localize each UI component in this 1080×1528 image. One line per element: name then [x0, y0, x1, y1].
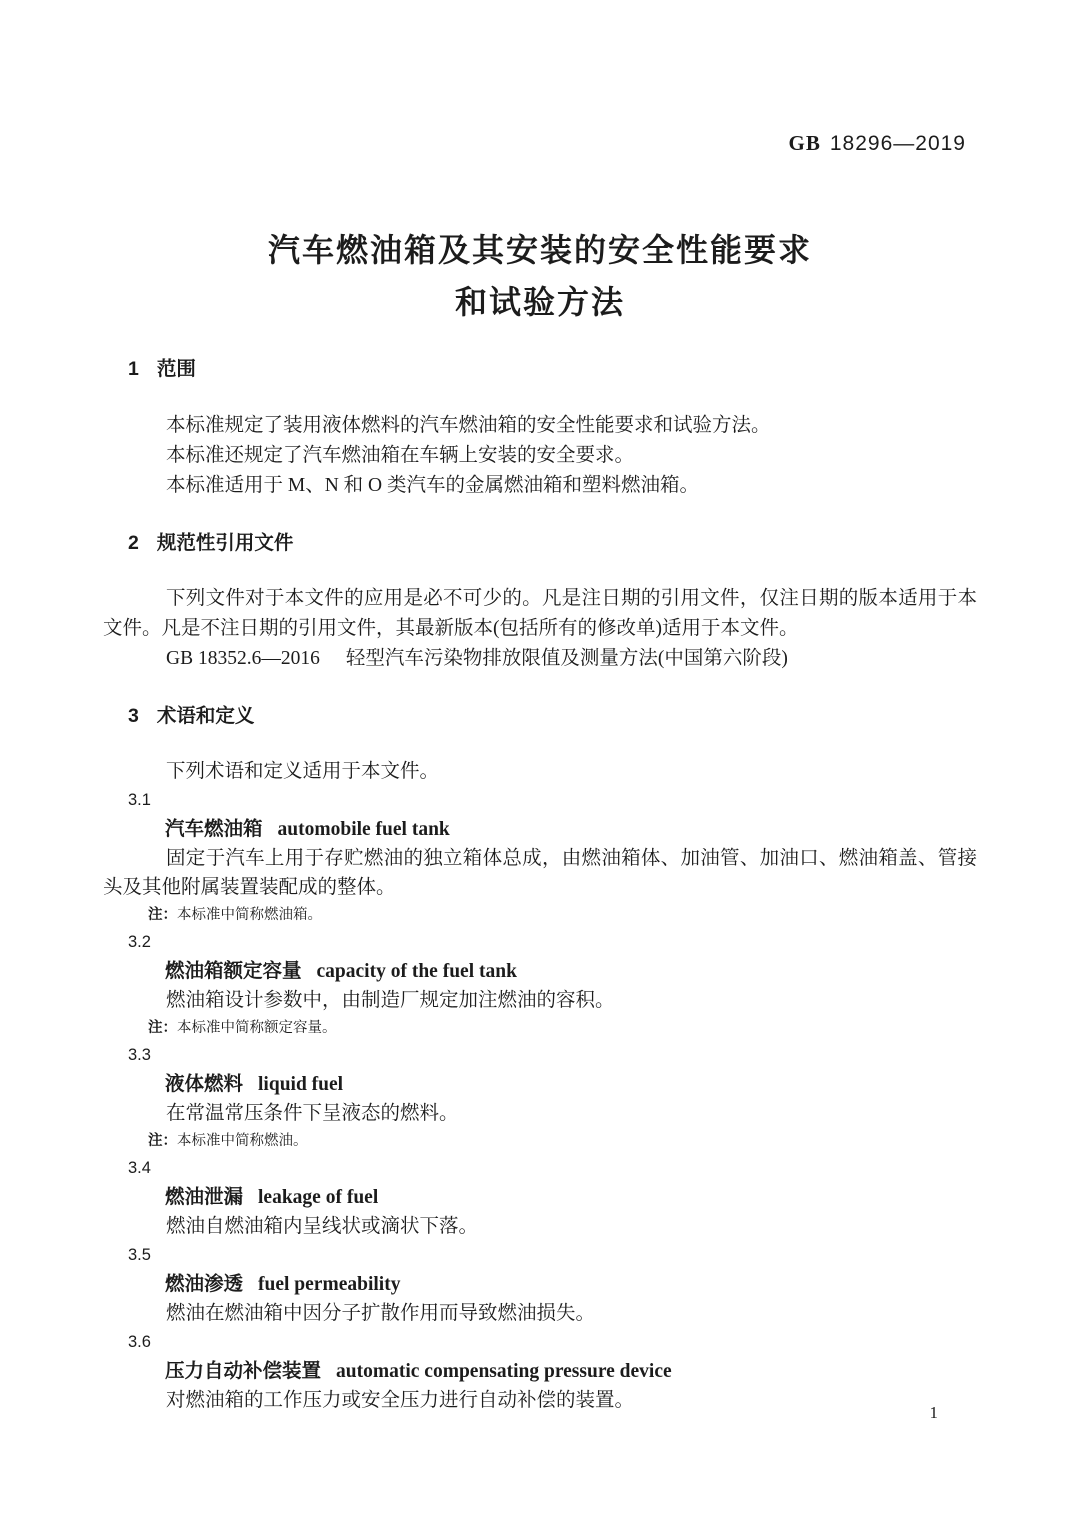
- section-3-title: 术语和定义: [156, 705, 255, 727]
- term-heading: [165, 1183, 977, 1212]
- term-note: [148, 1128, 977, 1154]
- page-number: 1: [929, 1403, 938, 1422]
- term-en: liquid fuel: [258, 1074, 344, 1095]
- term-heading: [165, 1357, 977, 1386]
- term-number: 3.2: [128, 933, 151, 951]
- term-block-3-1: [103, 786, 977, 928]
- term-number: 3.6: [128, 1333, 151, 1351]
- term-heading: [165, 957, 977, 986]
- term-definition: 固定于汽车上用于存贮燃油的独立箱体总成，由燃油箱体、加油管、加油口、燃油箱盖、管接头及其他附属装置装配成的整体。: [103, 848, 977, 898]
- section-1-paragraph: 本标准适用于 M、N 和 O 类汽车的金属燃油箱和塑料燃油箱。: [166, 475, 700, 496]
- note-text: 本标准中简称额定容量。: [177, 1020, 337, 1036]
- term-en: automatic compensating pressure device: [336, 1361, 672, 1382]
- doc-code: [0, 0, 1080, 156]
- term-definition: 燃油箱设计参数中，由制造厂规定加注燃油的容积。: [166, 990, 615, 1011]
- reference-code: GB 18352.6—2016: [166, 648, 320, 669]
- term-definition: 在常温常压条件下呈液态的燃料。: [166, 1103, 459, 1124]
- term-en: automobile fuel tank: [277, 819, 450, 840]
- term-definition: 对燃油箱的工作压力或安全压力进行自动补偿的装置。: [166, 1390, 635, 1411]
- section-1-title: 范围: [156, 358, 196, 380]
- term-zh: 燃油泄漏: [165, 1186, 244, 1208]
- note-label: 注：: [148, 1020, 177, 1036]
- section-2-number: 2: [128, 532, 139, 554]
- section-3-heading: [128, 701, 977, 731]
- section-1-paragraph: 本标准规定了装用液体燃料的汽车燃油箱的安全性能要求和试验方法。: [166, 415, 771, 436]
- doc-title-line-2: 和试验方法: [454, 284, 625, 320]
- term-block-3-6: [103, 1328, 977, 1415]
- note-label: 注：: [148, 907, 177, 923]
- term-block-3-3: [103, 1041, 977, 1154]
- section-1-number: 1: [128, 358, 139, 380]
- note-text: 本标准中简称燃油。: [177, 1133, 308, 1149]
- section-3-intro: 下列术语和定义适用于本文件。: [166, 761, 440, 782]
- doc-code-number: 18296—2019: [829, 132, 966, 155]
- term-definition: 燃油自燃油箱内呈线状或滴状下落。: [166, 1216, 479, 1237]
- term-block-3-5: [103, 1241, 977, 1328]
- term-zh: 汽车燃油箱: [165, 818, 263, 840]
- term-number: 3.4: [128, 1159, 151, 1177]
- term-note: [148, 902, 977, 928]
- term-number: 3.5: [128, 1246, 151, 1264]
- doc-title-line-1: 汽车燃油箱及其安装的安全性能要求: [267, 232, 812, 268]
- term-zh: 燃油渗透: [165, 1273, 244, 1295]
- document-body: [103, 354, 977, 1415]
- term-en: leakage of fuel: [258, 1187, 379, 1208]
- term-note: [148, 1015, 977, 1041]
- doc-title: [0, 224, 1080, 328]
- term-definition: 燃油在燃油箱中因分子扩散作用而导致燃油损失。: [166, 1303, 596, 1324]
- section-2-title: 规范性引用文件: [156, 532, 294, 554]
- term-heading: [165, 1270, 977, 1299]
- term-heading: [165, 815, 977, 844]
- note-text: 本标准中简称燃油箱。: [177, 907, 322, 923]
- normative-reference: [103, 644, 977, 674]
- doc-code-prefix: GB: [788, 131, 821, 155]
- section-1-paragraph: 本标准还规定了汽车燃油箱在车辆上安装的安全要求。: [166, 445, 635, 466]
- section-1-heading: [128, 354, 977, 384]
- term-heading: [165, 1070, 977, 1099]
- note-label: 注：: [148, 1133, 177, 1149]
- section-2-heading: [128, 528, 977, 558]
- term-number: 3.3: [128, 1046, 151, 1064]
- term-en: capacity of the fuel tank: [316, 961, 517, 982]
- term-block-3-2: [103, 928, 977, 1041]
- term-zh: 燃油箱额定容量: [165, 960, 302, 982]
- section-3-number: 3: [128, 705, 139, 727]
- term-zh: 压力自动补偿装置: [165, 1360, 322, 1382]
- term-number: 3.1: [128, 791, 151, 809]
- term-zh: 液体燃料: [165, 1073, 244, 1095]
- reference-title: 轻型汽车污染物排放限值及测量方法(中国第六阶段): [345, 648, 788, 669]
- term-block-3-4: [103, 1154, 977, 1241]
- term-en: fuel permeability: [258, 1274, 401, 1295]
- section-2-paragraph: 下列文件对于本文件的应用是必不可少的。凡是注日期的引用文件，仅注日期的版本适用于本文件。凡是不注日期的引用文件，其最新版本(包括所有的修改单)适用于本文件。: [103, 588, 977, 639]
